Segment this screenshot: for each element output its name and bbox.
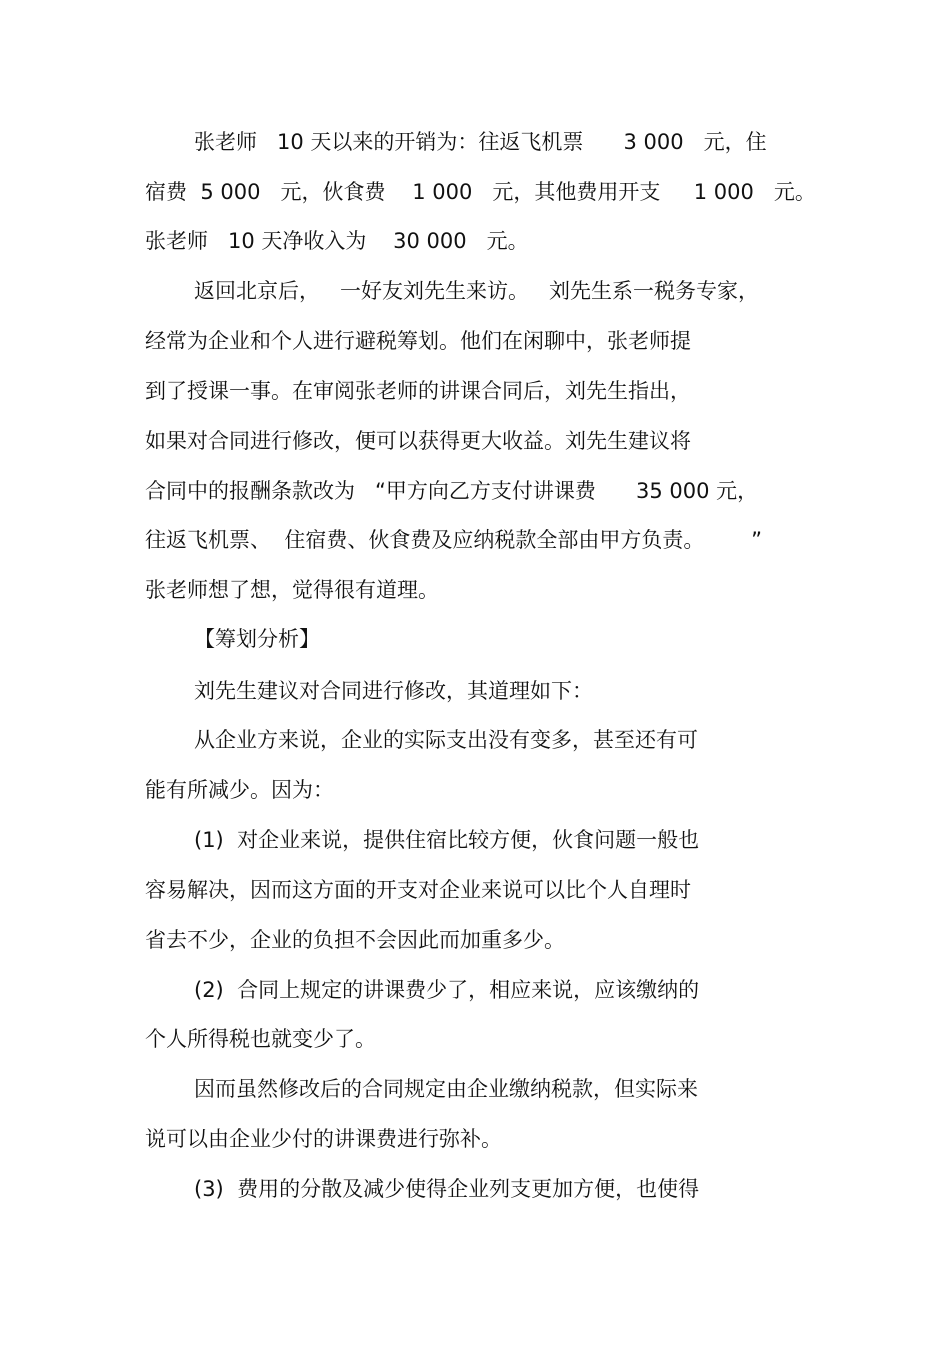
text-line: 从企业方来说，企业的实际支出没有变多，甚至还有可	[194, 728, 698, 752]
text-line: 返回北京后， 一好友刘先生来访。 刘先生系一税务专家，	[194, 279, 760, 303]
text-line: 到了授课一事。在审阅张老师的讲课合同后，刘先生指出，	[145, 379, 691, 403]
text-line: 容易解决，因而这方面的开支对企业来说可以比个人自理时	[145, 878, 691, 902]
text-line: 张老师想了想，觉得很有道理。	[145, 578, 439, 602]
text-line: 合同中的报酬条款改为 “甲方向乙方支付讲课费 35 000 元，	[145, 479, 759, 503]
section-heading: 【筹划分析】	[194, 627, 320, 651]
text-line: 能有所减少。因为：	[145, 778, 334, 802]
text-line: 往返飞机票、 住宿费、伙食费及应纳税款全部由甲方负责。 ”	[145, 528, 762, 552]
text-line: 如果对合同进行修改，便可以获得更大收益。刘先生建议将	[145, 429, 691, 453]
text-line: 省去不少，企业的负担不会因此而加重多少。	[145, 928, 565, 952]
text-line: (1) 对企业来说，提供住宿比较方便，伙食问题一般也	[194, 828, 700, 852]
text-line: 说可以由企业少付的讲课费进行弥补。	[145, 1127, 502, 1151]
text-line: 张老师 10 天净收入为 30 000 元。	[145, 229, 529, 253]
text-line: 个人所得税也就变少了。	[145, 1027, 376, 1051]
text-line: (2) 合同上规定的讲课费少了，相应来说，应该缴纳的	[194, 978, 700, 1002]
text-line: 宿费 5 000 元，伙食费 1 000 元，其他费用开支 1 000 元。	[145, 180, 816, 204]
text-line: 因而虽然修改后的合同规定由企业缴纳税款，但实际来	[194, 1077, 698, 1101]
text-line: (3) 费用的分散及减少使得企业列支更加方便，也使得	[194, 1177, 700, 1201]
text-line: 张老师 10 天以来的开销为：往返飞机票 3 000 元，住	[194, 130, 767, 154]
text-line: 经常为企业和个人进行避税筹划。他们在闲聊中，张老师提	[145, 329, 691, 353]
text-line: 刘先生建议对合同进行修改，其道理如下：	[194, 679, 593, 703]
